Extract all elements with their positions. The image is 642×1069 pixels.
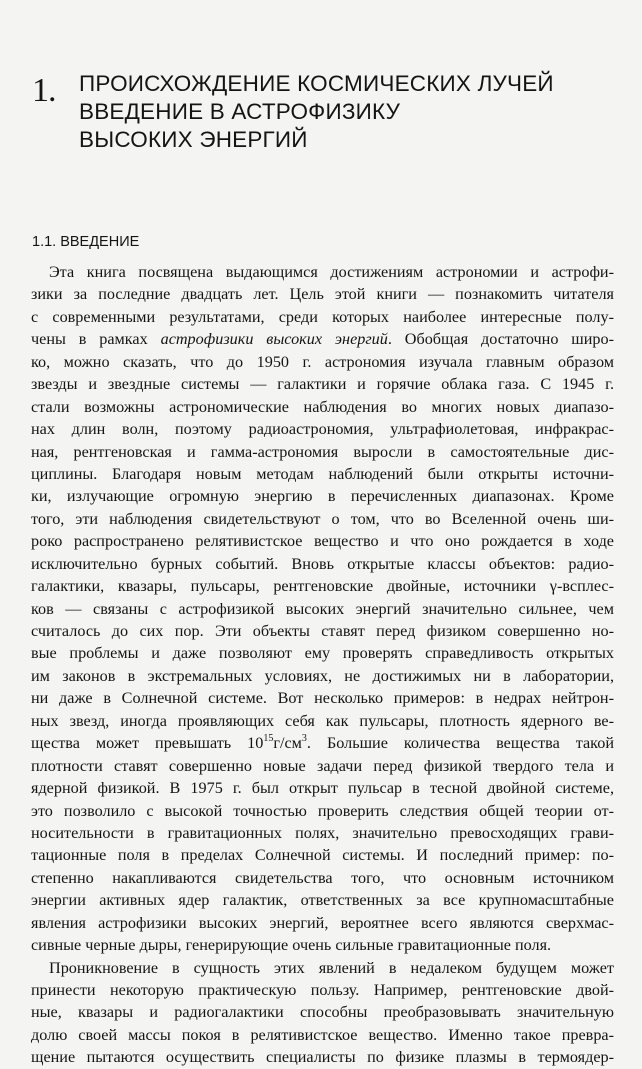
text-fragment: звезды и звездные системы — галактики и горячие облака газа. С 1945 г. [31,375,614,394]
text-fragment: долю своей массы покоя в релятивистское вещество. Именно такое превра- [31,1025,614,1044]
text-line [31,800,614,822]
text-fragment: степенно накапливаются свидетельства того, что основным источником [31,868,614,887]
text-line [31,1001,614,1023]
text-fragment: г/см [273,734,302,753]
section-heading [32,232,139,252]
chapter-title [79,70,554,154]
text-fragment: ков — связаны с астрофизикой высоких энергий значительно сильнее, чем [31,599,614,618]
text-line [31,396,614,418]
text-line [31,575,614,597]
text-line [31,1024,614,1046]
text-line [31,665,614,687]
text-line [31,418,614,440]
text-fragment: ядерной физикой. В 1975 г. был открыт пульсар в тесной двойной системе, [31,779,614,798]
text-fragment: энергии активных ядер галактик, ответственных за все крупномасштабные [31,891,614,910]
text-fragment: роко распространено релятивистское вещество и что оно рождается в ходе [31,532,614,551]
text-line [31,553,614,575]
text-line [31,463,614,485]
text-fragment: сивные черные дыры, генерирующие очень сильные гравитационные поля. [31,936,552,955]
text-line [31,979,614,1001]
text-line [31,328,614,350]
text-fragment: ные, квазары и радиогалактики способны преобразовывать значительную [31,1003,614,1022]
text-fragment: явления астрофизики высоких энергий, вероятнее всего являются сверхмас- [31,913,614,932]
text-line [31,934,614,956]
text-line [31,642,614,664]
section-number: 1.1. [32,234,57,250]
text-fragment: щение пытаются осуществить специалисты по физике плазмы в термоядер- [31,1048,614,1067]
text-line [31,598,614,620]
text-fragment: щества может превышать 10 [31,734,264,753]
text-fragment: плотности ставят совершенно новые задачи перед физикой твердого тела и [31,756,614,775]
text-line [31,957,614,979]
text-fragment: им законов в экстремальных условиях, не достижимых ни в лаборатории, [31,666,614,685]
text-fragment: нах длин волн, поэтому радиоастрономия, ультрафиолетовая, инфракрас- [31,420,614,439]
text-line [31,889,614,911]
chapter-title-line: ПРОИСХОЖДЕНИЕ КОСМИЧЕСКИХ ЛУЧЕЙ [79,71,554,96]
italic-term: астрофизики высоких энергий [160,330,388,349]
text-line [31,844,614,866]
text-fragment: Проникновение в сущность этих явлений в недалеком будущем может [49,958,614,977]
text-fragment: это позволило с высокой точностью проверить следствия общей теории от- [31,801,614,820]
text-line [31,261,614,283]
text-fragment: ная, рентгеновская и гамма-астрономия выросли в самостоятельные дис- [31,442,614,461]
text-fragment: чены в рамках [31,330,161,349]
text-line [31,306,614,328]
chapter-title-line: ВВЕДЕНИЕ В АСТРОФИЗИКУ [79,99,401,124]
text-line [31,508,614,530]
text-fragment: галактики, квазары, пульсары, рентгеновские двойные, источники γ-всплес- [31,577,614,596]
text-line [31,710,614,732]
text-fragment: носительности в гравитационных полях, значительно превосходящих грави- [31,823,614,842]
text-line [31,373,614,395]
text-fragment: ко, можно сказать, что до 1950 г. астрономия изучала главным образом [31,352,614,371]
text-line [31,530,614,552]
text-fragment: того, эти наблюдения свидетельствуют о том, что во Вселенной очень ши- [31,509,614,528]
text-fragment: . Большие количества вещества такой [306,734,614,753]
text-line [31,351,614,373]
text-line [31,485,614,507]
chapter-number: 1. [32,72,56,109]
text-line [31,867,614,889]
text-line [31,1046,614,1068]
text-line [31,620,614,642]
text-line [31,687,614,709]
text-fragment: вые проблемы и даже позволяют ему проверять справедливость открытых [31,644,614,663]
chapter-title-line: ВЫСОКИХ ЭНЕРГИЙ [79,127,308,152]
text-fragment: исключительно бурных событий. Вновь открытые классы объектов: радио- [31,554,614,573]
text-fragment: ных звезд, иногда проявляющих себя как пульсары, плотность ядерного ве- [31,711,614,730]
text-line [31,732,614,754]
text-fragment: ки, излучающие огромную энергию в перечисленных диапазонах. Кроме [31,487,614,506]
text-fragment: принести некоторую практическую пользу. Например, рентгеновские двой- [31,981,614,999]
text-line [31,822,614,844]
superscript: 3 [301,733,307,745]
superscript: 15 [263,733,274,745]
text-fragment: циплины. Благодаря новым методам наблюдений были открыты источни- [31,464,614,483]
text-fragment: ни даже в Солнечной системе. Вот несколько примеров: в недрах нейтрон- [31,689,614,708]
text-fragment: считалось до сих пор. Эти объекты ставят перед физиком совершенно но- [31,622,614,640]
text-fragment: с современными результатами, среди которых наиболее интересные полу- [31,307,614,326]
text-fragment: . Обобщая достаточно широ- [387,330,615,349]
text-line [31,441,614,463]
text-line [31,777,614,799]
text-line [31,283,614,305]
text-fragment: стали возможны астрономические наблюдения во многих новых диапазо- [31,397,614,416]
text-line [31,755,614,777]
section-title: ВВЕДЕНИЕ [60,234,140,250]
text-line [31,912,614,934]
text-fragment: Эта книга посвящена выдающимся достижениям астрономии и астрофи- [49,263,614,281]
body-text [31,261,614,1069]
text-fragment: тационные поля в пределах Солнечной системы. И последний пример: по- [31,846,614,865]
text-fragment: зики за последние двадцать лет. Цель этой книги — познакомить читателя [31,285,614,304]
